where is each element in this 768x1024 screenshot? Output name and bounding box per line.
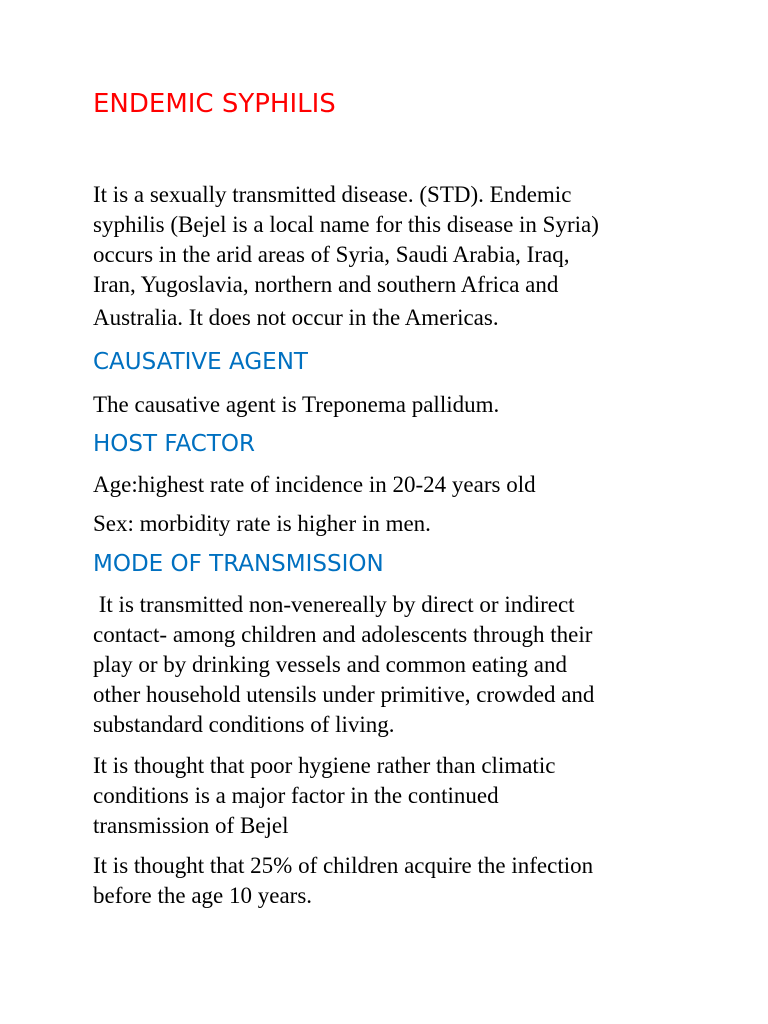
text-line: Sex: morbidity rate is higher in men. [93, 511, 431, 536]
text-line: transmission of Bejel [93, 813, 289, 838]
text-line: Iran, Yugoslavia, northern and southern Africa and [93, 272, 559, 297]
text-line: Australia. It does not occur in the Americas. [93, 305, 499, 330]
text-line: It is thought that 25% of children acquire the infection [93, 853, 594, 878]
text-line: Age:highest rate of incidence in 20-24 years old [93, 472, 536, 497]
intro-paragraph [93, 180, 683, 333]
text-line: conditions is a major factor in the continued [93, 783, 499, 808]
text-line: It is a sexually transmitted disease. (STD). Endemic [93, 182, 572, 207]
host-factor-age [93, 470, 683, 500]
section-heading-mode-of-transmission: MODE OF TRANSMISSION [93, 551, 384, 577]
causative-agent-paragraph [93, 390, 683, 420]
text-line: It is transmitted non-venereally by direct or indirect [93, 592, 575, 617]
text-line: play or by drinking vessels and common eating and [93, 652, 567, 677]
transmission-paragraph-3 [93, 851, 683, 911]
text-line: The causative agent is Treponema pallidum. [93, 392, 500, 417]
section-heading-host-factor: HOST FACTOR [93, 431, 255, 457]
transmission-paragraph-1 [93, 590, 683, 740]
host-factor-sex [93, 509, 683, 539]
text-line: contact- among children and adolescents through their [93, 622, 593, 647]
text-line: before the age 10 years. [93, 883, 313, 908]
text-line: It is thought that poor hygiene rather than climatic [93, 753, 556, 778]
text-line: substandard conditions of living. [93, 712, 395, 737]
text-line: occurs in the arid areas of Syria, Saudi Arabia, Iraq, [93, 242, 570, 267]
text-line: syphilis (Bejel is a local name for this disease in Syria) [93, 212, 599, 237]
section-heading-causative-agent: CAUSATIVE AGENT [93, 349, 308, 375]
page-title: ENDEMIC SYPHILIS [93, 89, 336, 119]
transmission-paragraph-2 [93, 751, 683, 841]
text-line: other household utensils under primitive, crowded and [93, 682, 595, 707]
